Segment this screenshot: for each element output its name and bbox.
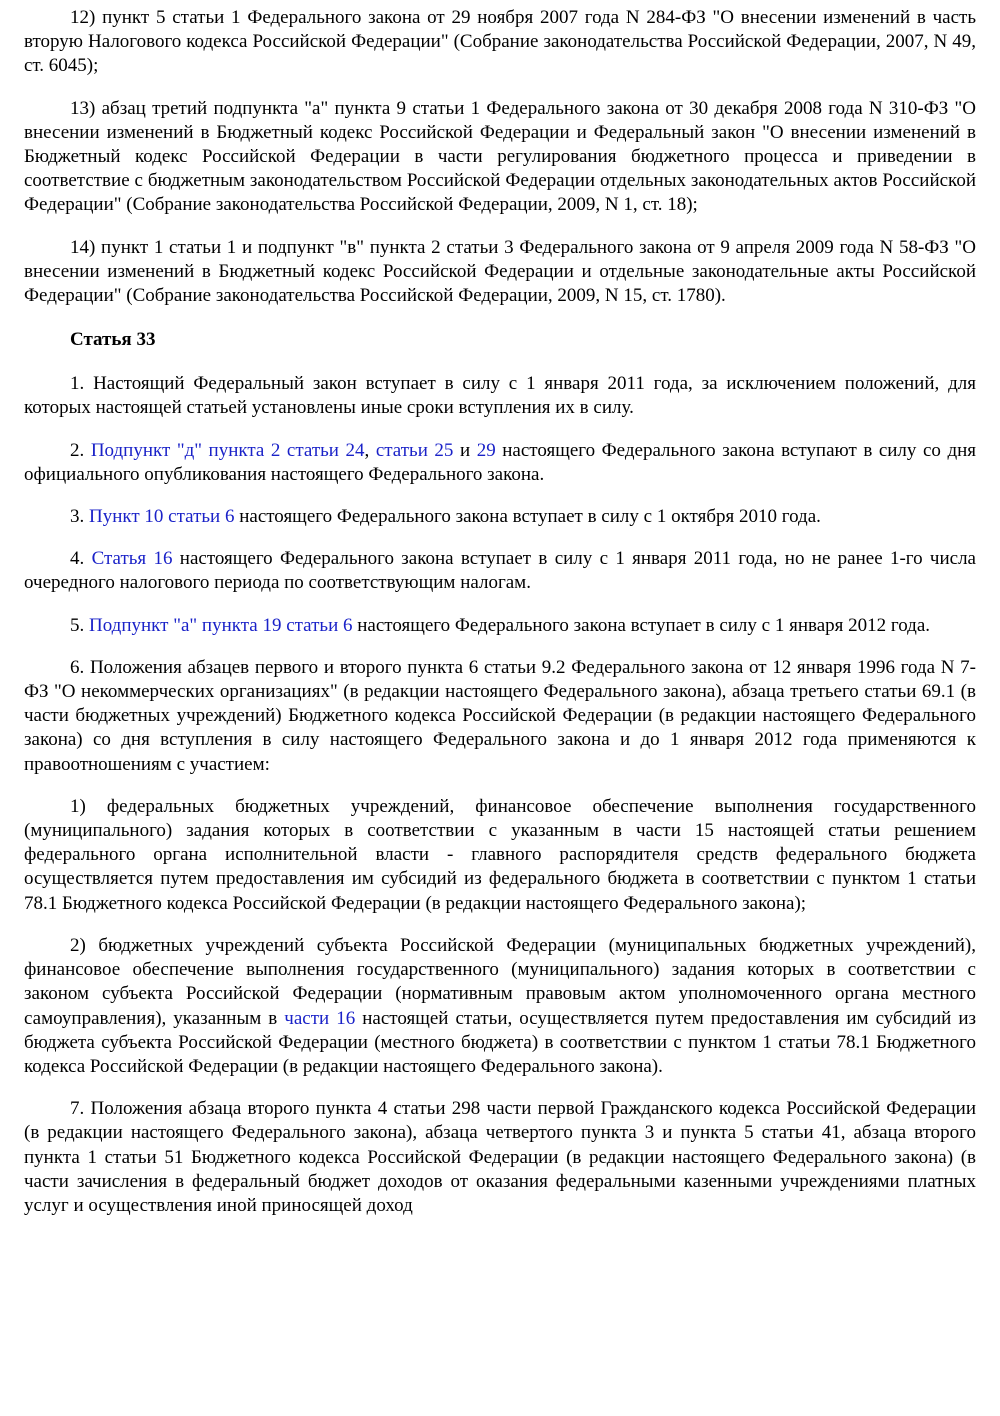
- paragraph-3-prefix: 3.: [70, 506, 89, 528]
- list-item-13: 13) абзац третий подпункта "а" пункта 9 статьи 1 Федерального закона от 30 декабря 2008 года N 310-ФЗ "О внесении изменений в Бюджетный кодекс Российской Федерации и Федеральный закон "О внесении изменений в Бюджетный кодекс Российской Федерации в части регулирования бюджетного процесса и приведении в соответствие с бюджетным законодательством Российской Федерации отдельных законодательных актов Российской Федерации" (Собрание законодательства Российской Федерации, 2009, N 1, ст. 18);: [24, 97, 976, 216]
- paragraph-4-suffix: настоящего Федерального закона вступает в силу с 1 января 2011 года, но не ранее 1-го числа очередного налогового периода по соответствующим налогам.: [24, 548, 976, 594]
- paragraph-5-suffix: настоящего Федерального закона вступает в силу с 1 января 2012 года.: [352, 614, 931, 636]
- paragraph-2-suffix: настоящего Федерального закона вступают в силу со дня официального опубликования настоящего Федерального закона.: [24, 439, 977, 485]
- link-article-16[interactable]: Статья 16: [91, 548, 173, 570]
- paragraph-1: 1. Настоящий Федеральный закон вступает в силу с 1 января 2011 года, за исключением положений, для которых настоящей статьей установлены иные сроки вступления их в силу.: [24, 373, 976, 419]
- paragraph-2: [24, 439, 976, 487]
- paragraph-4: [24, 547, 976, 595]
- paragraph-3: [24, 505, 976, 529]
- paragraph-6-item-2: [24, 934, 976, 1079]
- paragraph-2-prefix: 2.: [70, 439, 91, 461]
- paragraph-6-item-2-prefix: 2) бюджетных учреждений субъекта Российской Федерации (муниципальных бюджетных учреждений), финансовое обеспечение выполнения государственного (муниципального) задания которых в соответствии с законом субъекта Российской Федерации (нормативным правовым актом уполномоченного органа местного самоуправления), указанным в: [24, 934, 976, 1029]
- paragraph-5: [24, 614, 976, 638]
- paragraph-6-item-1: 1) федеральных бюджетных учреждений, финансовое обеспечение выполнения государственного (муниципального) задания которых в соответствии с указанным в части 15 настоящей статьи решением федерального органа исполнительной власти - главного распорядителя средств федерального бюджета осуществляется путем предоставления им субсидий из федерального бюджета в соответствии с пунктом 1 статьи 78.1 Бюджетного кодекса Российской Федерации (в редакции настоящего Федерального закона);: [24, 795, 976, 914]
- paragraph-3-suffix: настоящего Федерального закона вступает в силу с 1 октября 2010 года.: [234, 506, 821, 528]
- paragraph-4-prefix: 4.: [70, 548, 92, 570]
- paragraph-6-item-2-suffix: настоящей статьи, осуществляется путем предоставления им субсидий из бюджета субъекта Российской Федерации (местного бюджета) в соответствии с пунктом 1 статьи 78.1 Бюджетного кодекса Российской Федерации (в редакции настоящего Федерального закона).: [24, 1007, 976, 1077]
- link-point-10-article-6[interactable]: Пункт 10 статьи 6: [89, 506, 235, 528]
- link-part-16[interactable]: части 16: [284, 1007, 356, 1029]
- list-item-14: 14) пункт 1 статьи 1 и подпункт "в" пункта 2 статьи 3 Федерального закона от 9 апреля 2009 года N 58-ФЗ "О внесении изменений в Бюджетный кодекс Российской Федерации и отдельные законодательные акты Российской Федерации" (Собрание законодательства Российской Федерации, 2009, N 15, ст. 1780).: [24, 236, 976, 307]
- paragraph-7: 7. Положения абзаца второго пункта 4 статьи 298 части первой Гражданского кодекса Российской Федерации (в редакции настоящего Федерального закона), абзаца четвертого пункта 3 и пункта 5 статьи 41, абзаца второго пункта 1 статьи 51 Бюджетного кодекса Российской Федерации (в редакции настоящего Федерального закона) (в части зачисления в федеральный бюджет доходов от оказания федеральными казенными учреждениями платных услуг и осуществления иной приносящей доход: [24, 1098, 976, 1216]
- link-article-29[interactable]: 29: [476, 439, 496, 461]
- list-item-12: 12) пункт 5 статьи 1 Федерального закона от 29 ноября 2007 года N 284-ФЗ "О внесении изменений в часть вторую Налогового кодекса Российской Федерации" (Собрание законодательства Российской Федерации, 2007, N 49, ст. 6045);: [24, 7, 976, 77]
- link-subpoint-d-point-2-article-24[interactable]: Подпункт "д" пункта 2 статьи 24: [90, 439, 365, 461]
- link-subpoint-a-point-19-article-6[interactable]: Подпункт "а" пункта 19 статьи 6: [89, 614, 353, 636]
- link-article-25[interactable]: статьи 25: [375, 439, 454, 461]
- paragraph-2-sep2: и: [453, 439, 477, 461]
- article-title: Статья 33: [70, 329, 156, 351]
- paragraph-6: 6. Положения абзацев первого и второго пункта 6 статьи 9.2 Федерального закона от 12 января 1996 года N 7-ФЗ "О некоммерческих организациях" (в редакции настоящего Федерального закона), абзаца третьего статьи 69.1 (в части бюджетных учреждений) Бюджетного кодекса Российской Федерации (в редакции настоящего Федерального закона) со дня вступления в силу настоящего Федерального закона и до 1 января 2012 года применяются к правоотношениям с участием:: [24, 656, 976, 775]
- paragraph-5-prefix: 5.: [70, 614, 89, 636]
- paragraph-2-sep1: ,: [364, 439, 376, 461]
